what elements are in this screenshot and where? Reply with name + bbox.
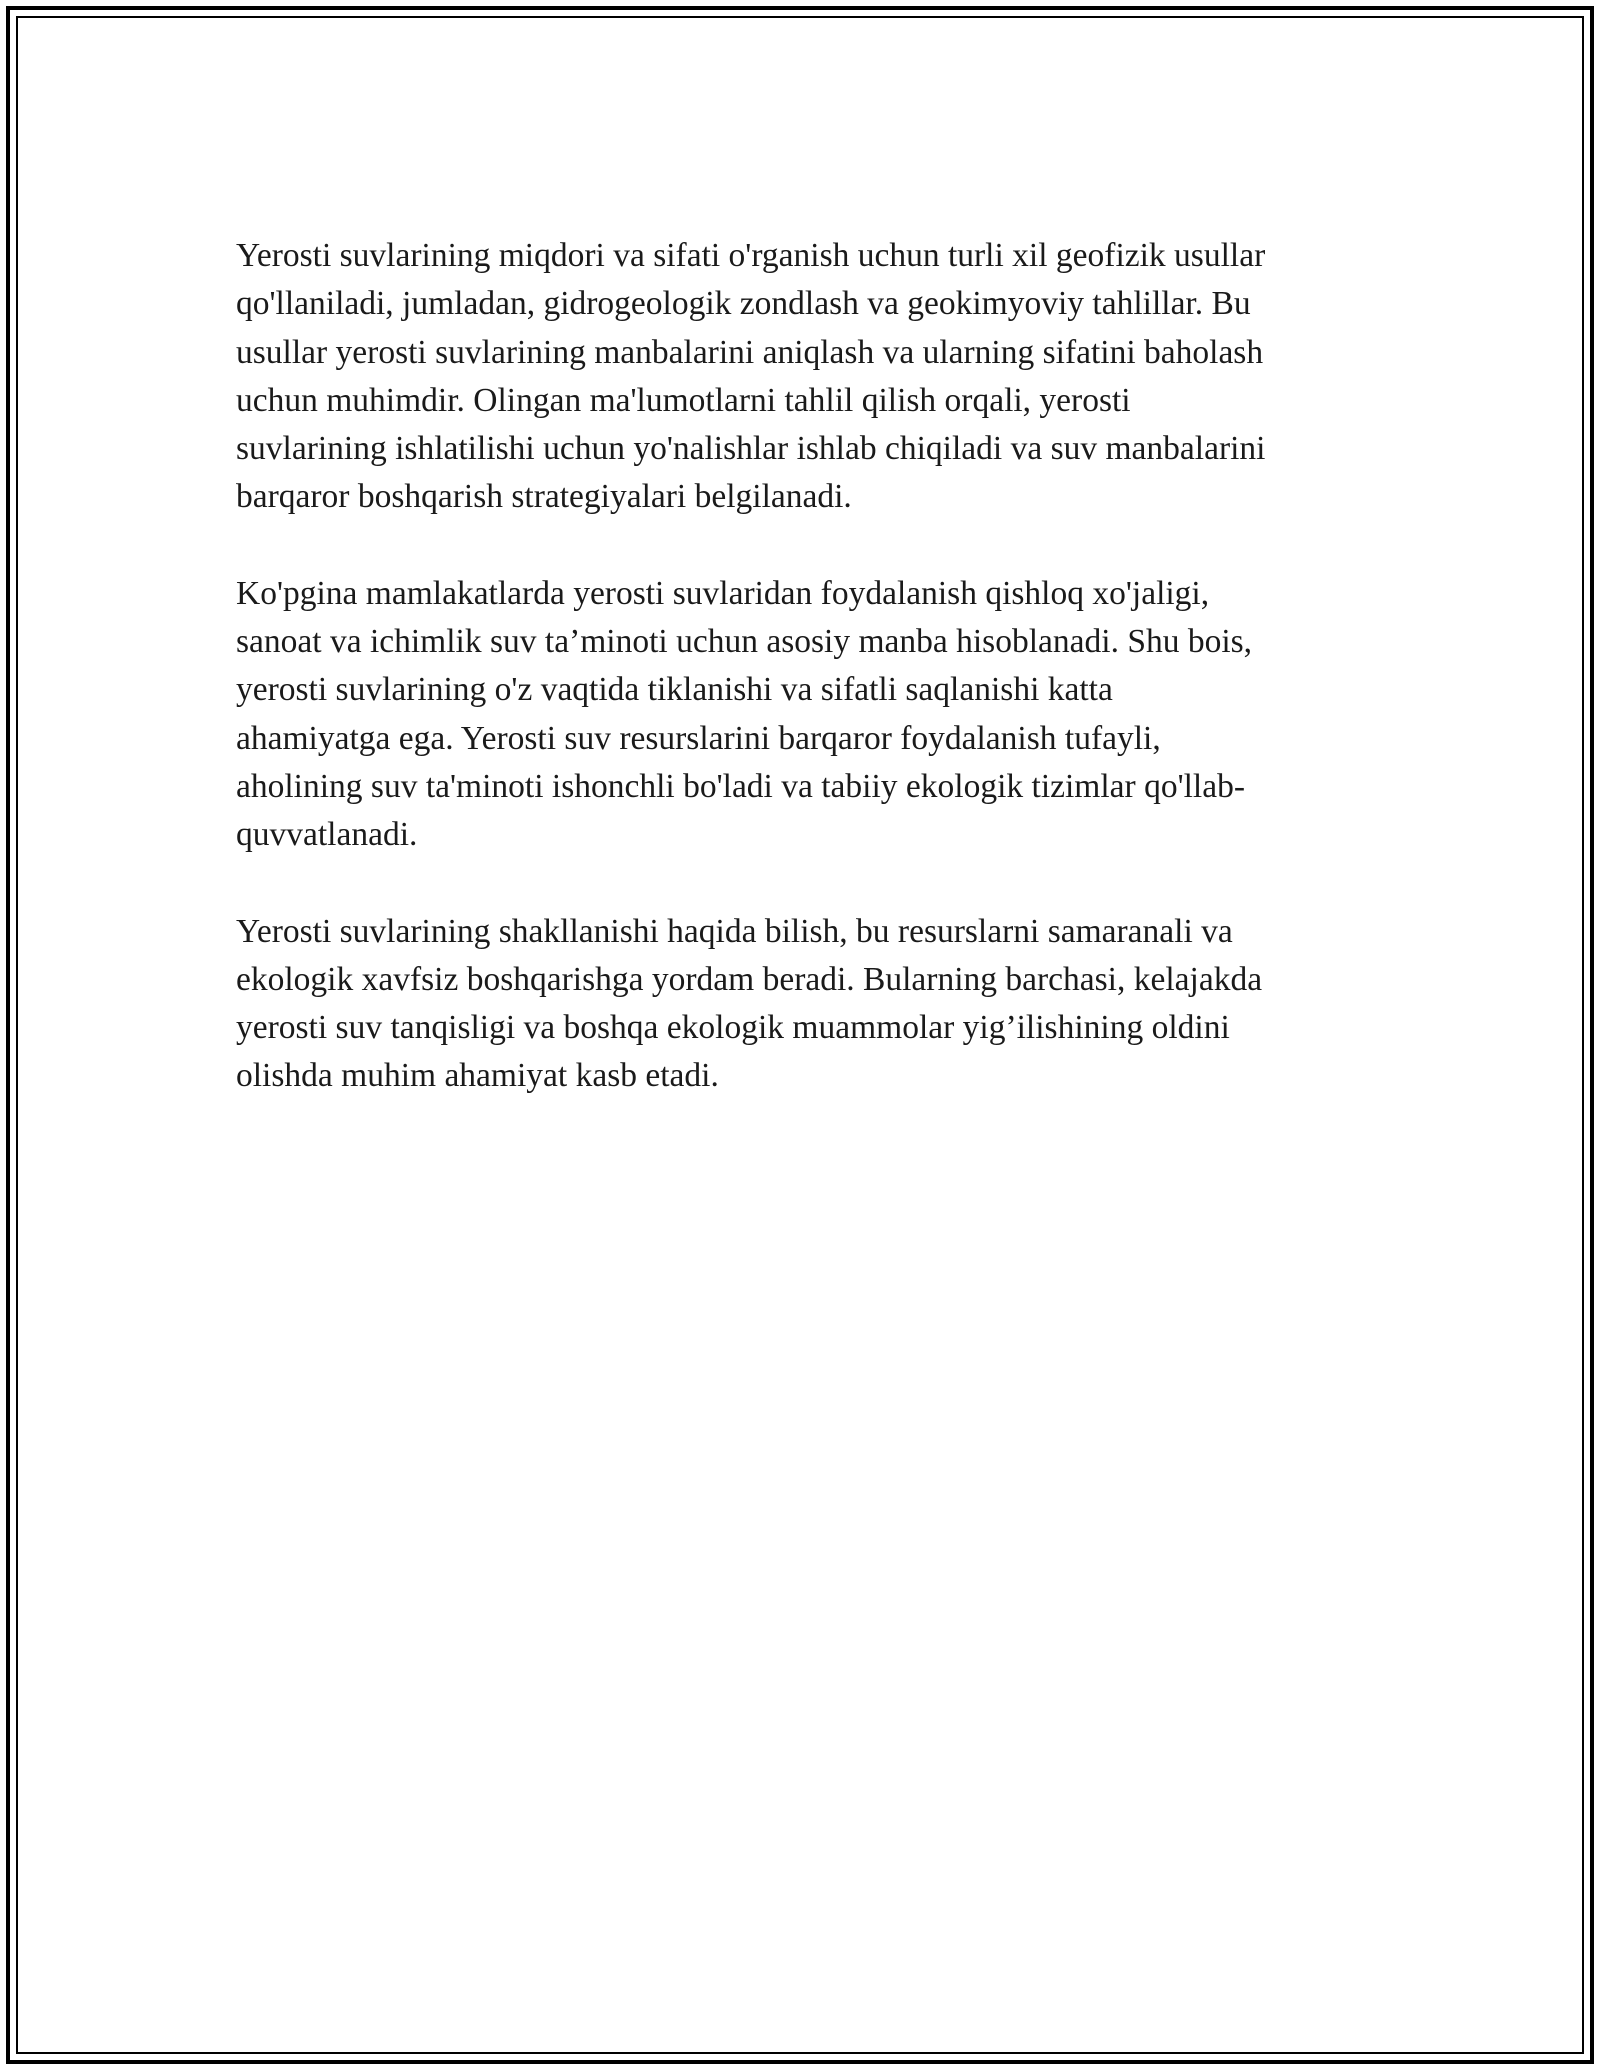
paragraph-1: Yerosti suvlarining miqdori va sifati o'rganish uchun turli xil geofizik usullar qo'llaniladi, jumladan, gidrogeologik zondlash va geokimyoviy tahlillar. Bu usullar yerosti suvlarining manbalarini aniqlash va ularning sifatini baholash uchun muhimdir. Olingan ma'lumotlarni tahlil qilish orqali, yerosti suvlarining ishlatilishi uchun yo'nalishlar ishlab chiqiladi va suv manbalarini barqaror boshqarish strategiyalari belgilanadi. bbox=[236, 237, 1266, 516]
paragraph-2: Ko'pgina mamlakatlarda yerosti suvlaridan foydalanish qishloq xo'jaligi, sanoat va ichimlik suv ta’minoti uchun asosiy manba hisoblanadi. Shu bois, yerosti suvlarining o'z vaqtida tiklanishi va sifatli saqlanishi katta ahamiyatga ega. Yerosti suv resurslarini barqaror foydalanish tufayli, aholining suv ta'minoti ishonchli bo'ladi va tabiiy ekologik tizimlar qo'llab- quvvatlanadi. bbox=[236, 574, 1253, 854]
document-body bbox=[236, 232, 1376, 1149]
paragraph-3: Yerosti suvlarining shakllanishi haqida bilish, bu resurslarni samaranali va ekologik xavfsiz boshqarishga yordam beradi. Bularning barchasi, kelajakda yerosti suv tanqisligi va boshqa ekologik muammolar yig’ilishining oldini olishda muhim ahamiyat kasb etadi. bbox=[236, 912, 1263, 1095]
